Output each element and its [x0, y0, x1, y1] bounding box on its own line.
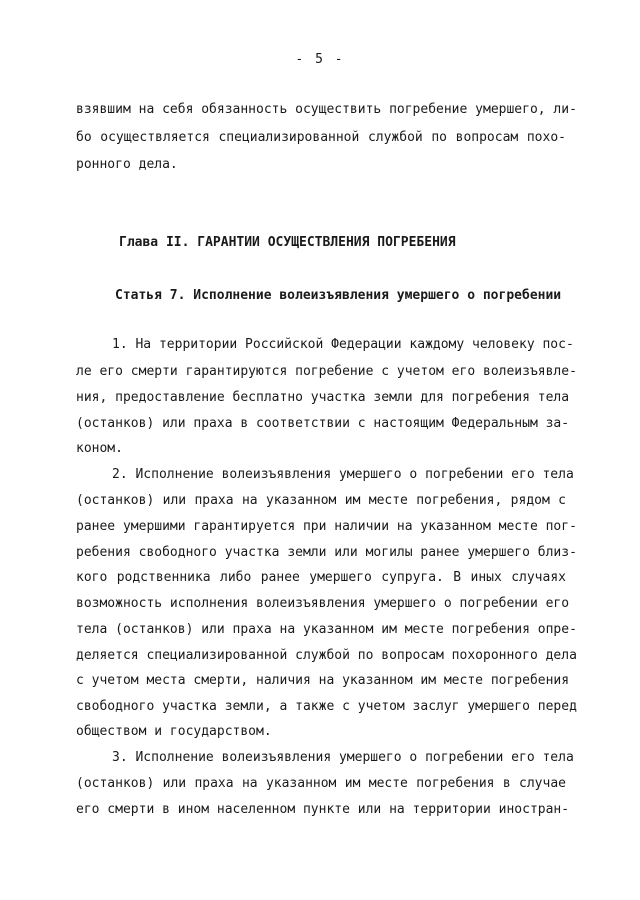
text-line: 1. На территории Российской Федерации каждому человеку пос-: [112, 337, 574, 352]
text-line: свободного участка земли, а также с учетом заслуг умершего перед: [76, 699, 577, 714]
text-line: ния, предоставление бесплатно участка земли для погребения тела: [76, 390, 570, 405]
text-line: 2. Исполнение волеизъявления умершего о погребении его тела: [112, 467, 574, 482]
text-line: ранее умершими гарантируется при наличии на указанном месте пог-: [76, 519, 577, 534]
text-line: с учетом места смерти, наличия на указанном им месте погребения: [76, 673, 570, 688]
text-line: (останков) или праха в соответствии с настоящим Федеральным за-: [76, 416, 570, 431]
text-line: 3. Исполнение волеизъявления умершего о погребении его тела: [112, 750, 574, 765]
text-line: его смерти в ином населенном пункте или на территории иностран-: [76, 802, 570, 817]
page-number: - 5 -: [295, 52, 345, 67]
text-line: ле его смерти гарантируются погребение с учетом его волеизъявле-: [76, 364, 577, 379]
text-line: коном.: [76, 441, 123, 456]
article-heading: Статья 7. Исполнение волеизъявления умершего о погребении: [115, 288, 562, 303]
text-line: тела (останков) или праха на указанном им месте погребения опре-: [76, 622, 577, 637]
text-line: возможность исполнения волеизъявления умершего о погребении его: [76, 596, 570, 611]
text-line: кого родственника либо ранее умершего супруга. В иных случаях: [76, 570, 566, 585]
text-line: обществом и государством.: [76, 724, 272, 739]
text-line: (останков) или праха на указанном им месте погребения в случае: [76, 776, 566, 791]
text-line: (останков) или праха на указанном им месте погребения, рядом с: [76, 493, 566, 508]
text-line: бо осуществляется специализированной службой по вопросам похо-: [76, 130, 566, 145]
text-line: деляется специализированной службой по вопросам похоронного дела: [76, 648, 577, 663]
text-line: ребения свободного участка земли или могилы ранее умершего близ-: [76, 545, 577, 560]
text-line: взявшим на себя обязанность осуществить погребение умершего, ли-: [76, 102, 577, 117]
text-line: ронного дела.: [76, 157, 178, 172]
chapter-heading: Глава II. ГАРАНТИИ ОСУЩЕСТВЛЕНИЯ ПОГРЕБЕНИЯ: [119, 235, 456, 250]
